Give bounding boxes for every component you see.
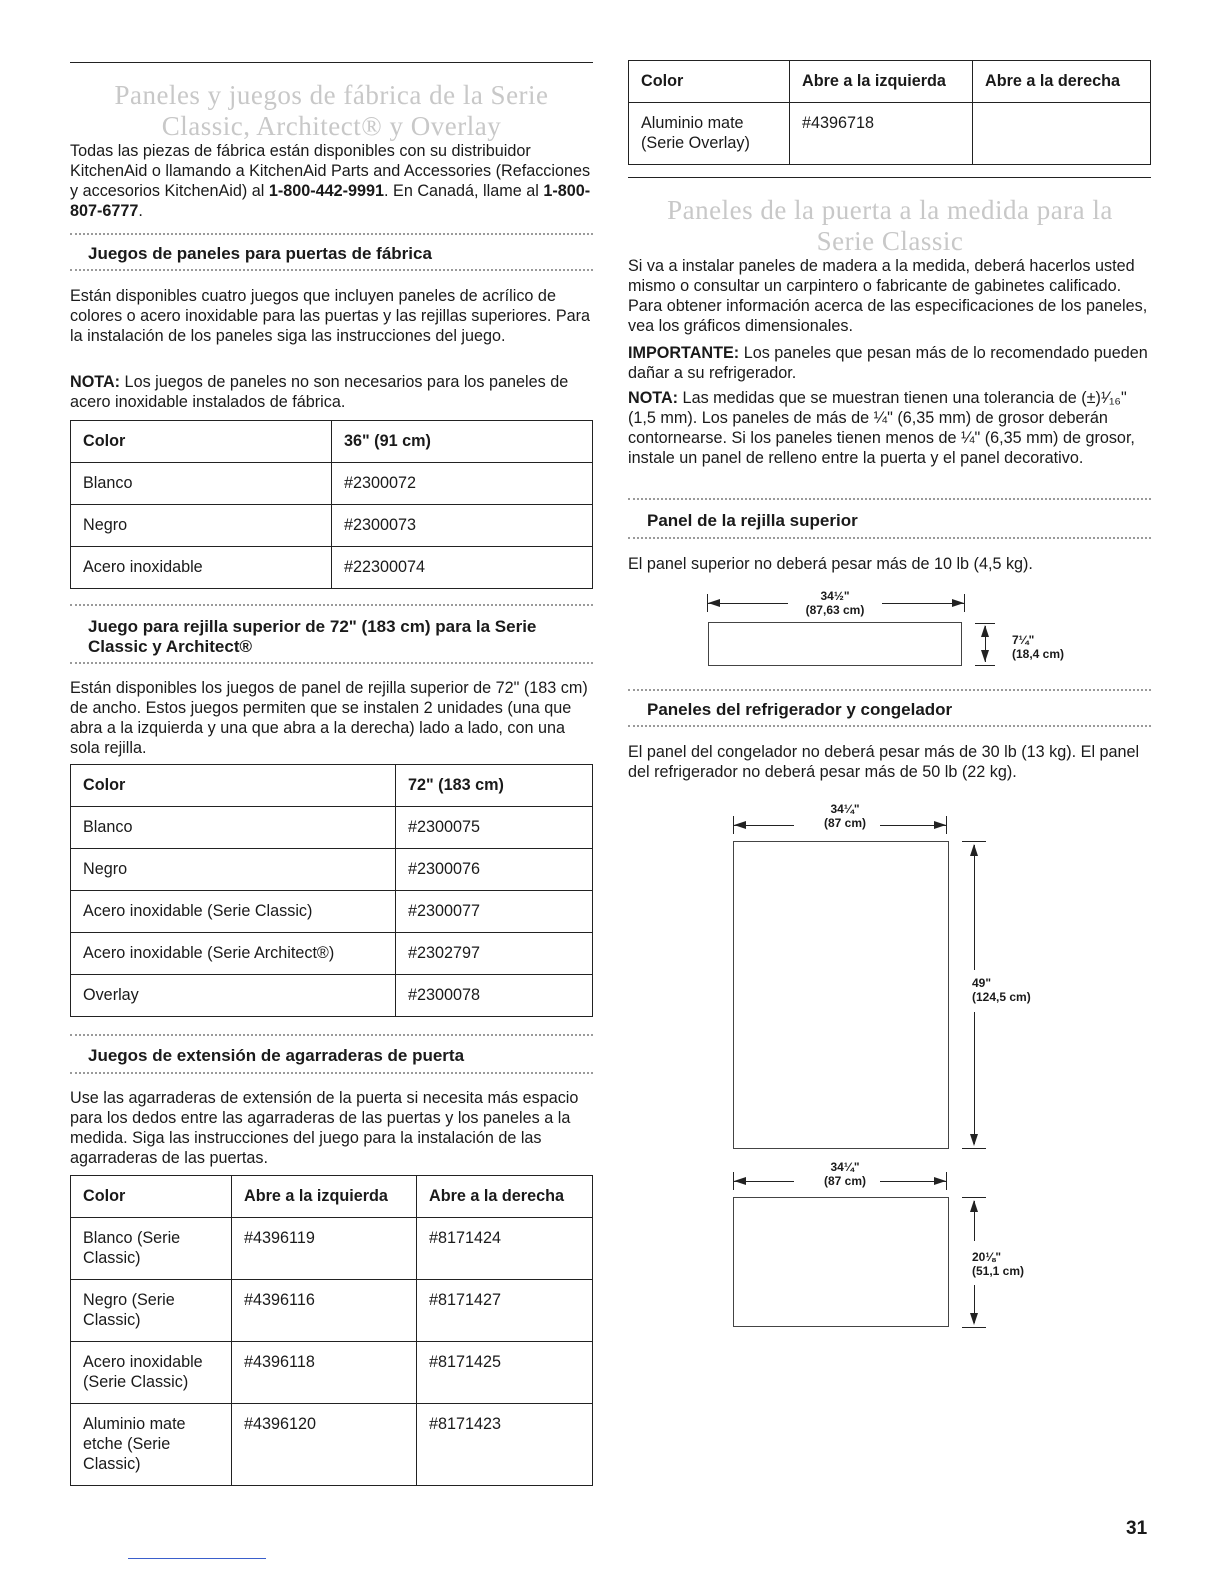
panel-outline (733, 1197, 949, 1327)
door-kits-note: NOTA: Los juegos de paneles no son necesarios para los paneles de acero inoxidable instalados de fábrica. (70, 373, 569, 411)
table-row: Aluminio mate etche (Serie Classic) #4396120 #8171423 (71, 1404, 593, 1486)
header-color: Color (629, 61, 790, 103)
handle-kits-table (70, 1175, 593, 1486)
arrow-up-icon (981, 625, 989, 637)
note-paragraph: NOTA: Las medidas que se muestran tienen una tolerancia de (±)¹⁄₁₆" (1,5 mm). Los paneles de más de ¼" (6,35 mm) de grosor deberán contornearse. Si los paneles tienen menos de ¼" (6,35 mm) de grosor, instale un panel de relleno entre la puerta y el panel decorativo. (628, 389, 1135, 467)
header-size: 72" (183 cm) (396, 765, 593, 807)
heading-fridge-freezer-panels: Paneles del refrigerador y congelador (647, 700, 953, 719)
divider (628, 537, 1151, 539)
table-row: Acero inoxidable (Serie Classic) #4396118 #8171425 (71, 1342, 593, 1404)
divider (70, 269, 593, 271)
handle-kits-paragraph: Use las agarraderas de extensión de la puerta si necesita más espacio para los dedos entre las agarraderas de las puertas y los paneles a la medida. Siga las instrucciones del juego para la instalación de las agarraderas de las puertas. (70, 1089, 579, 1167)
heading-door-panel-kits: Juegos de paneles para puertas de fábrica (88, 244, 432, 263)
door-kits-paragraph: Están disponibles cuatro juegos que incluyen paneles de acrílico de colores o acero inoxidable para las puertas y las rejillas superiores. Para la instalación de los paneles siga las instrucciones del juego. (70, 287, 591, 345)
table-row: Negro #2300076 (71, 849, 593, 891)
intro-paragraph: Todas las piezas de fábrica están disponibles con su distribuidor KitchenAid o llamando a KitchenAid Parts and Accessories (Refacciones y accesorios KitchenAid) al 1-800-442-9991. En Canadá, llame al 1-800-807-6777. (70, 142, 591, 220)
header-color: Color (71, 1176, 232, 1218)
header-left-open: Abre a la izquierda (232, 1176, 417, 1218)
important-paragraph: IMPORTANTE: Los paneles que pesan más de lo recomendado pueden dañar a su refrigerador. (628, 344, 1148, 382)
arrow-right-icon (934, 821, 946, 829)
table-header-row (71, 765, 593, 807)
arrow-left-icon (734, 1177, 746, 1185)
table-row: Blanco #2300072 (71, 463, 593, 505)
heading-handle-extension-kits: Juegos de extensión de agarraderas de puerta (88, 1046, 465, 1065)
table-row: Aluminio mate (Serie Overlay) #4396718 (629, 103, 1151, 165)
header-left-open: Abre a la izquierda (790, 61, 973, 103)
width-label: 34¼" (87 cm) (823, 802, 867, 830)
divider (70, 233, 593, 235)
height-label: 20⅛" (51,1 cm) (972, 1250, 1025, 1278)
arrow-left-icon (708, 599, 720, 607)
door-kits-table (70, 420, 593, 589)
header-color: Color (71, 765, 396, 807)
page-number: 31 (1126, 1518, 1148, 1539)
table-header-row (71, 1176, 593, 1218)
top-panel-weight: El panel superior no deberá pesar más de 10 lb (4,5 kg). (628, 555, 1033, 573)
arrow-right-icon (952, 599, 964, 607)
divider (628, 689, 1151, 691)
panel-outline (708, 622, 962, 666)
width-label: 34½" (87,63 cm) (805, 589, 865, 617)
table-row: Blanco #2300075 (71, 807, 593, 849)
overlay-handle-table (628, 60, 1151, 165)
header-right-open: Abre a la derecha (973, 61, 1151, 103)
top-grille-table (70, 764, 593, 1017)
divider (628, 498, 1151, 500)
divider (70, 1034, 593, 1036)
footer-line (128, 1558, 266, 1559)
phone-canada: 1-800-807-6777 (70, 182, 591, 220)
section-title-custom-panels: Paneles de la puerta a la medida para la Serie Classic (667, 195, 1113, 256)
table-row: Acero inoxidable (Serie Architect®) #2302797 (71, 933, 593, 975)
arrow-up-icon (970, 844, 978, 856)
arrow-right-icon (934, 1177, 946, 1185)
table-header-row (71, 421, 593, 463)
phone-us: 1-800-442-9991 (268, 182, 385, 200)
table-row: Acero inoxidable #22300074 (71, 547, 593, 589)
section-title-factory-panels: Paneles y juegos de fábrica de la Serie Classic, Architect® y Overlay (114, 80, 549, 141)
table-row: Overlay #2300078 (71, 975, 593, 1017)
height-label: 7¼" (18,4 cm) (1012, 633, 1065, 661)
arrow-down-icon (970, 1313, 978, 1325)
height-label: 49" (124,5 cm) (972, 976, 1031, 1004)
section-rule-right (628, 177, 1151, 178)
divider (70, 1072, 593, 1074)
arrow-down-icon (970, 1134, 978, 1146)
heading-top-grille-panel: Panel de la rejilla superior (647, 511, 858, 530)
divider (70, 662, 593, 664)
top-rule-left (70, 62, 593, 63)
table-row: Acero inoxidable (Serie Classic) #2300077 (71, 891, 593, 933)
arrow-up-icon (970, 1200, 978, 1212)
divider (70, 604, 593, 606)
table-row: Blanco (Serie Classic) #4396119 #8171424 (71, 1218, 593, 1280)
header-right-open: Abre a la derecha (417, 1176, 593, 1218)
top-grille-paragraph: Están disponibles los juegos de panel de rejilla superior de 72" (183 cm) de ancho. Estos juegos permiten que se instalen 2 unidades (una que abra a la izquierda y una que abra a la derecha) lado a lado, con una sola rejilla. (70, 679, 588, 757)
divider (628, 725, 1151, 727)
heading-top-grille-kit: Juego para rejilla superior de 72" (183 cm) para la Serie Classic y Architect® (88, 617, 537, 656)
panel-outline (733, 841, 949, 1149)
table-row: Negro #2300073 (71, 505, 593, 547)
arrow-down-icon (981, 650, 989, 662)
width-label: 34¼" (87 cm) (823, 1160, 867, 1188)
arrow-left-icon (734, 821, 746, 829)
table-header-row (629, 61, 1151, 103)
fridge-freezer-weight: El panel del congelador no deberá pesar más de 30 lb (13 kg). El panel del refrigerador no deberá pesar más de 50 lb (22 kg). (628, 743, 1140, 781)
table-row: Negro (Serie Classic) #4396116 #8171427 (71, 1280, 593, 1342)
header-color: Color (71, 421, 332, 463)
header-size: 36" (91 cm) (332, 421, 593, 463)
custom-panels-paragraph: Si va a instalar paneles de madera a la medida, deberá hacerlos usted mismo o consultar un carpintero o fabricante de gabinetes calificado. Para obtener información acerca de las especificaciones de los paneles, vea los gráficos dimensionales. (628, 257, 1148, 335)
